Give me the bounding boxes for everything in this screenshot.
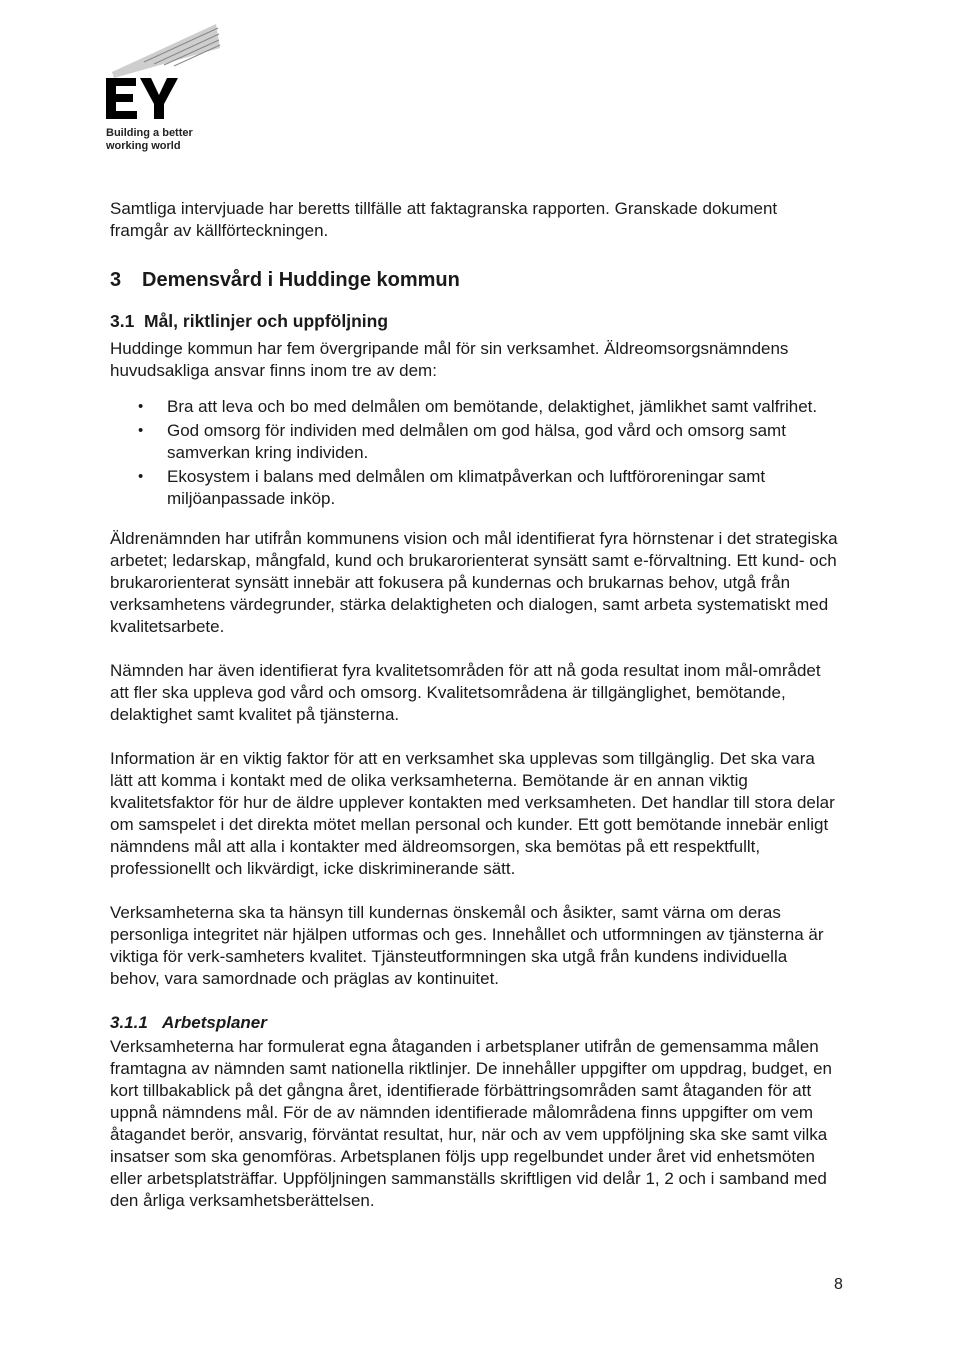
section-number: 3	[110, 269, 122, 291]
section-heading-3-1	[110, 310, 838, 332]
section-title: Arbetsplaner	[162, 1013, 267, 1032]
section-title: Mål, riktlinjer och uppföljning	[144, 311, 389, 331]
list-item: • Ekosystem i balans med delmålen om klimatpåverkan och luftföroreningar samt miljöanpassade inköp.	[110, 466, 838, 510]
section-number: 3.1	[110, 311, 135, 331]
document-body	[110, 198, 838, 1212]
tagline-line-1: Building a better	[106, 127, 193, 139]
list-item: • Bra att leva och bo med delmålen om bemötande, delaktighet, jämlikhet samt valfrihet.	[110, 396, 838, 418]
paragraph-cornerstones: Äldrenämnden har utifrån kommunens vision och mål identifierat fyra hörnstenar i det strategiska arbetet; ledarskap, mångfald, kund och brukarorienterat synsätt samt e-förvaltning. Ett kund- och brukarorienterat synsätt innebär att fokusera på kundernas och brukarnas behov, utgå från verksamhetens värdegrunder, stärka delaktigheten och dialogen, samt arbeta systematiskt med kvalitetsarbete.	[110, 529, 838, 636]
ey-tagline	[106, 127, 193, 153]
section-heading-3-1-1	[110, 1012, 838, 1034]
page-number: 8	[834, 1276, 843, 1293]
tagline-line-2: working world	[106, 140, 181, 152]
goals-list	[110, 396, 838, 510]
ey-logo-mark	[104, 20, 234, 125]
paragraph-quality-areas: Nämnden har även identifierat fyra kvalitetsområden för att nå goda resultat inom mål-området att fler ska uppleva god vård och omsorg. Kvalitetsområdena är tillgänglighet, bemötande, delaktighet samt kvalitet på tjänsterna.	[110, 661, 821, 724]
section-title: Demensvård i Huddinge kommun	[142, 269, 460, 291]
paragraph-goals: Huddinge kommun har fem övergripande mål för sin verksamhet. Äldreomsorgsnämndens huvudsakliga ansvar finns inom tre av dem:	[110, 339, 789, 380]
paragraph-work-plans: Verksamheterna har formulerat egna åtaganden i arbetsplaner utifrån de gemensamma målen framtagna av nämnden samt nationella riktlinjer. De innehåller uppgifter om uppdrag, budget, en kort tillbakablick på det gångna året, identifierade förbättringsområden samt åtaganden för att uppnå nämndens mål. För de av nämnden identifierade målområdena finns uppgifter om vem åtagandet berör, ansvarig, förväntat resultat, hur, när och av vem uppföljning ska ske samt vilka insatser som ska genomföras. Arbetsplanen följs upp regelbundet under året vid enhetsmöten eller arbetsplatsträffar. Uppföljningen sammanställs skriftligen vid delår 1, 2 och i samband med den årliga verksamhetsberättelsen.	[110, 1037, 832, 1210]
paragraph-information: Information är en viktig faktor för att en verksamhet ska upplevas som tillgänglig. Det ska vara lätt att komma i kontakt med de olika verksamheterna. Bemötande är en annan viktig kvalitetsfaktor för hur de äldre upplever kontakten med verksamheten. Det handlar till stora delar om samspelet i det direkta mötet mellan personal och kunder. Ett gott bemötande innebär enligt nämndens mål att alla i kontakter med äldreomsorgen, ska bemötas på ett respektfullt, professionellt och likvärdigt, icke diskriminerande sätt.	[110, 749, 835, 878]
paragraph-integrity: Verksamheterna ska ta hänsyn till kundernas önskemål och åsikter, samt värna om deras personliga integritet när hjälpen utformas och ges. Innehållet och utformningen av tjänsterna är viktiga för verk-samheters kvalitet. Tjänsteutformningen ska utgå från kundens individuella behov, vara samordnade och präglas av kontinuitet.	[110, 903, 824, 988]
list-item: • God omsorg för individen med delmålen om god hälsa, god vård och omsorg samt samverkan kring individen.	[110, 420, 838, 464]
section-heading-3	[110, 268, 838, 292]
intro-paragraph: Samtliga intervjuade har beretts tillfälle att faktagranska rapporten. Granskade dokument framgår av källförteckningen.	[110, 199, 778, 240]
section-number: 3.1.1	[110, 1013, 148, 1032]
